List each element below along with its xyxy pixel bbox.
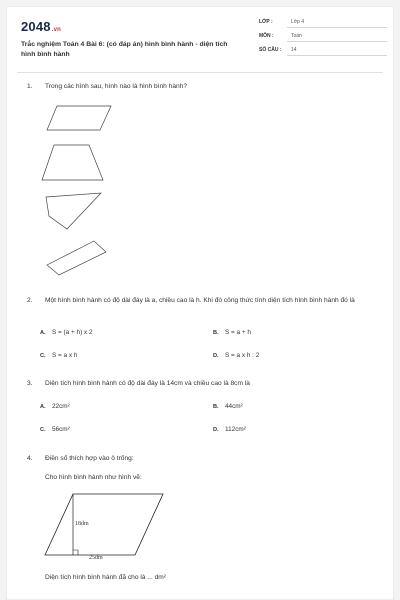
- q2-option-b[interactable]: B. S = a + h: [213, 329, 251, 336]
- header-divider: [17, 72, 383, 73]
- site-logo[interactable]: 2048.vn: [21, 19, 62, 34]
- height-label: 18dm: [75, 521, 89, 527]
- worksheet-page: 2048.vn Trắc nghiệm Toán 4 Bài 6: (có đáp án) hình bình hành - diện tích hình bình hành LỚP : Lớp 4 MÔN : Toán SỐ CÂU : 14 1. Trong các hình sau, hình nào là hình bình hành? 2. Một hình bình hành có độ dài đáy là a, chiều cao là h. Khi đó công thức tính diện tích hình bình hành đó là A. S = (a + h) x 2 B. S = a + h C. S = a x h D. S = a x h : 2 3. Diện tích hình bình hành có độ dài đáy là 14cm và chiều cao là 8cm là A. 22cm² B. 44cm² C. 56cm² D. 112cm² 4. Điền số thích hợp vào ô trống: Cho hình bình hành như hình vẽ: 18dm 25dm Diện tích hình bình hành đã cho là ... dm²: [6, 6, 394, 600]
- q2-option-d[interactable]: D. S = a x h : 2: [213, 352, 260, 359]
- q3-option-a[interactable]: A. 22cm²: [40, 403, 70, 410]
- q3-option-b[interactable]: B. 44cm²: [213, 403, 243, 410]
- base-label: 25dm: [89, 555, 103, 561]
- q2-option-a[interactable]: A. S = (a + h) x 2: [40, 329, 93, 336]
- q3-option-d[interactable]: D. 112cm²: [213, 426, 246, 433]
- document-title: Trắc nghiệm Toán 4 Bài 6: (có đáp án) hình bình hành - diện tích hình bình hành: [21, 41, 228, 58]
- q2-option-c[interactable]: C. S = a x h: [40, 352, 78, 359]
- parallelogram-figure: [7, 7, 8, 8]
- q3-option-c[interactable]: C. 56cm²: [40, 426, 70, 433]
